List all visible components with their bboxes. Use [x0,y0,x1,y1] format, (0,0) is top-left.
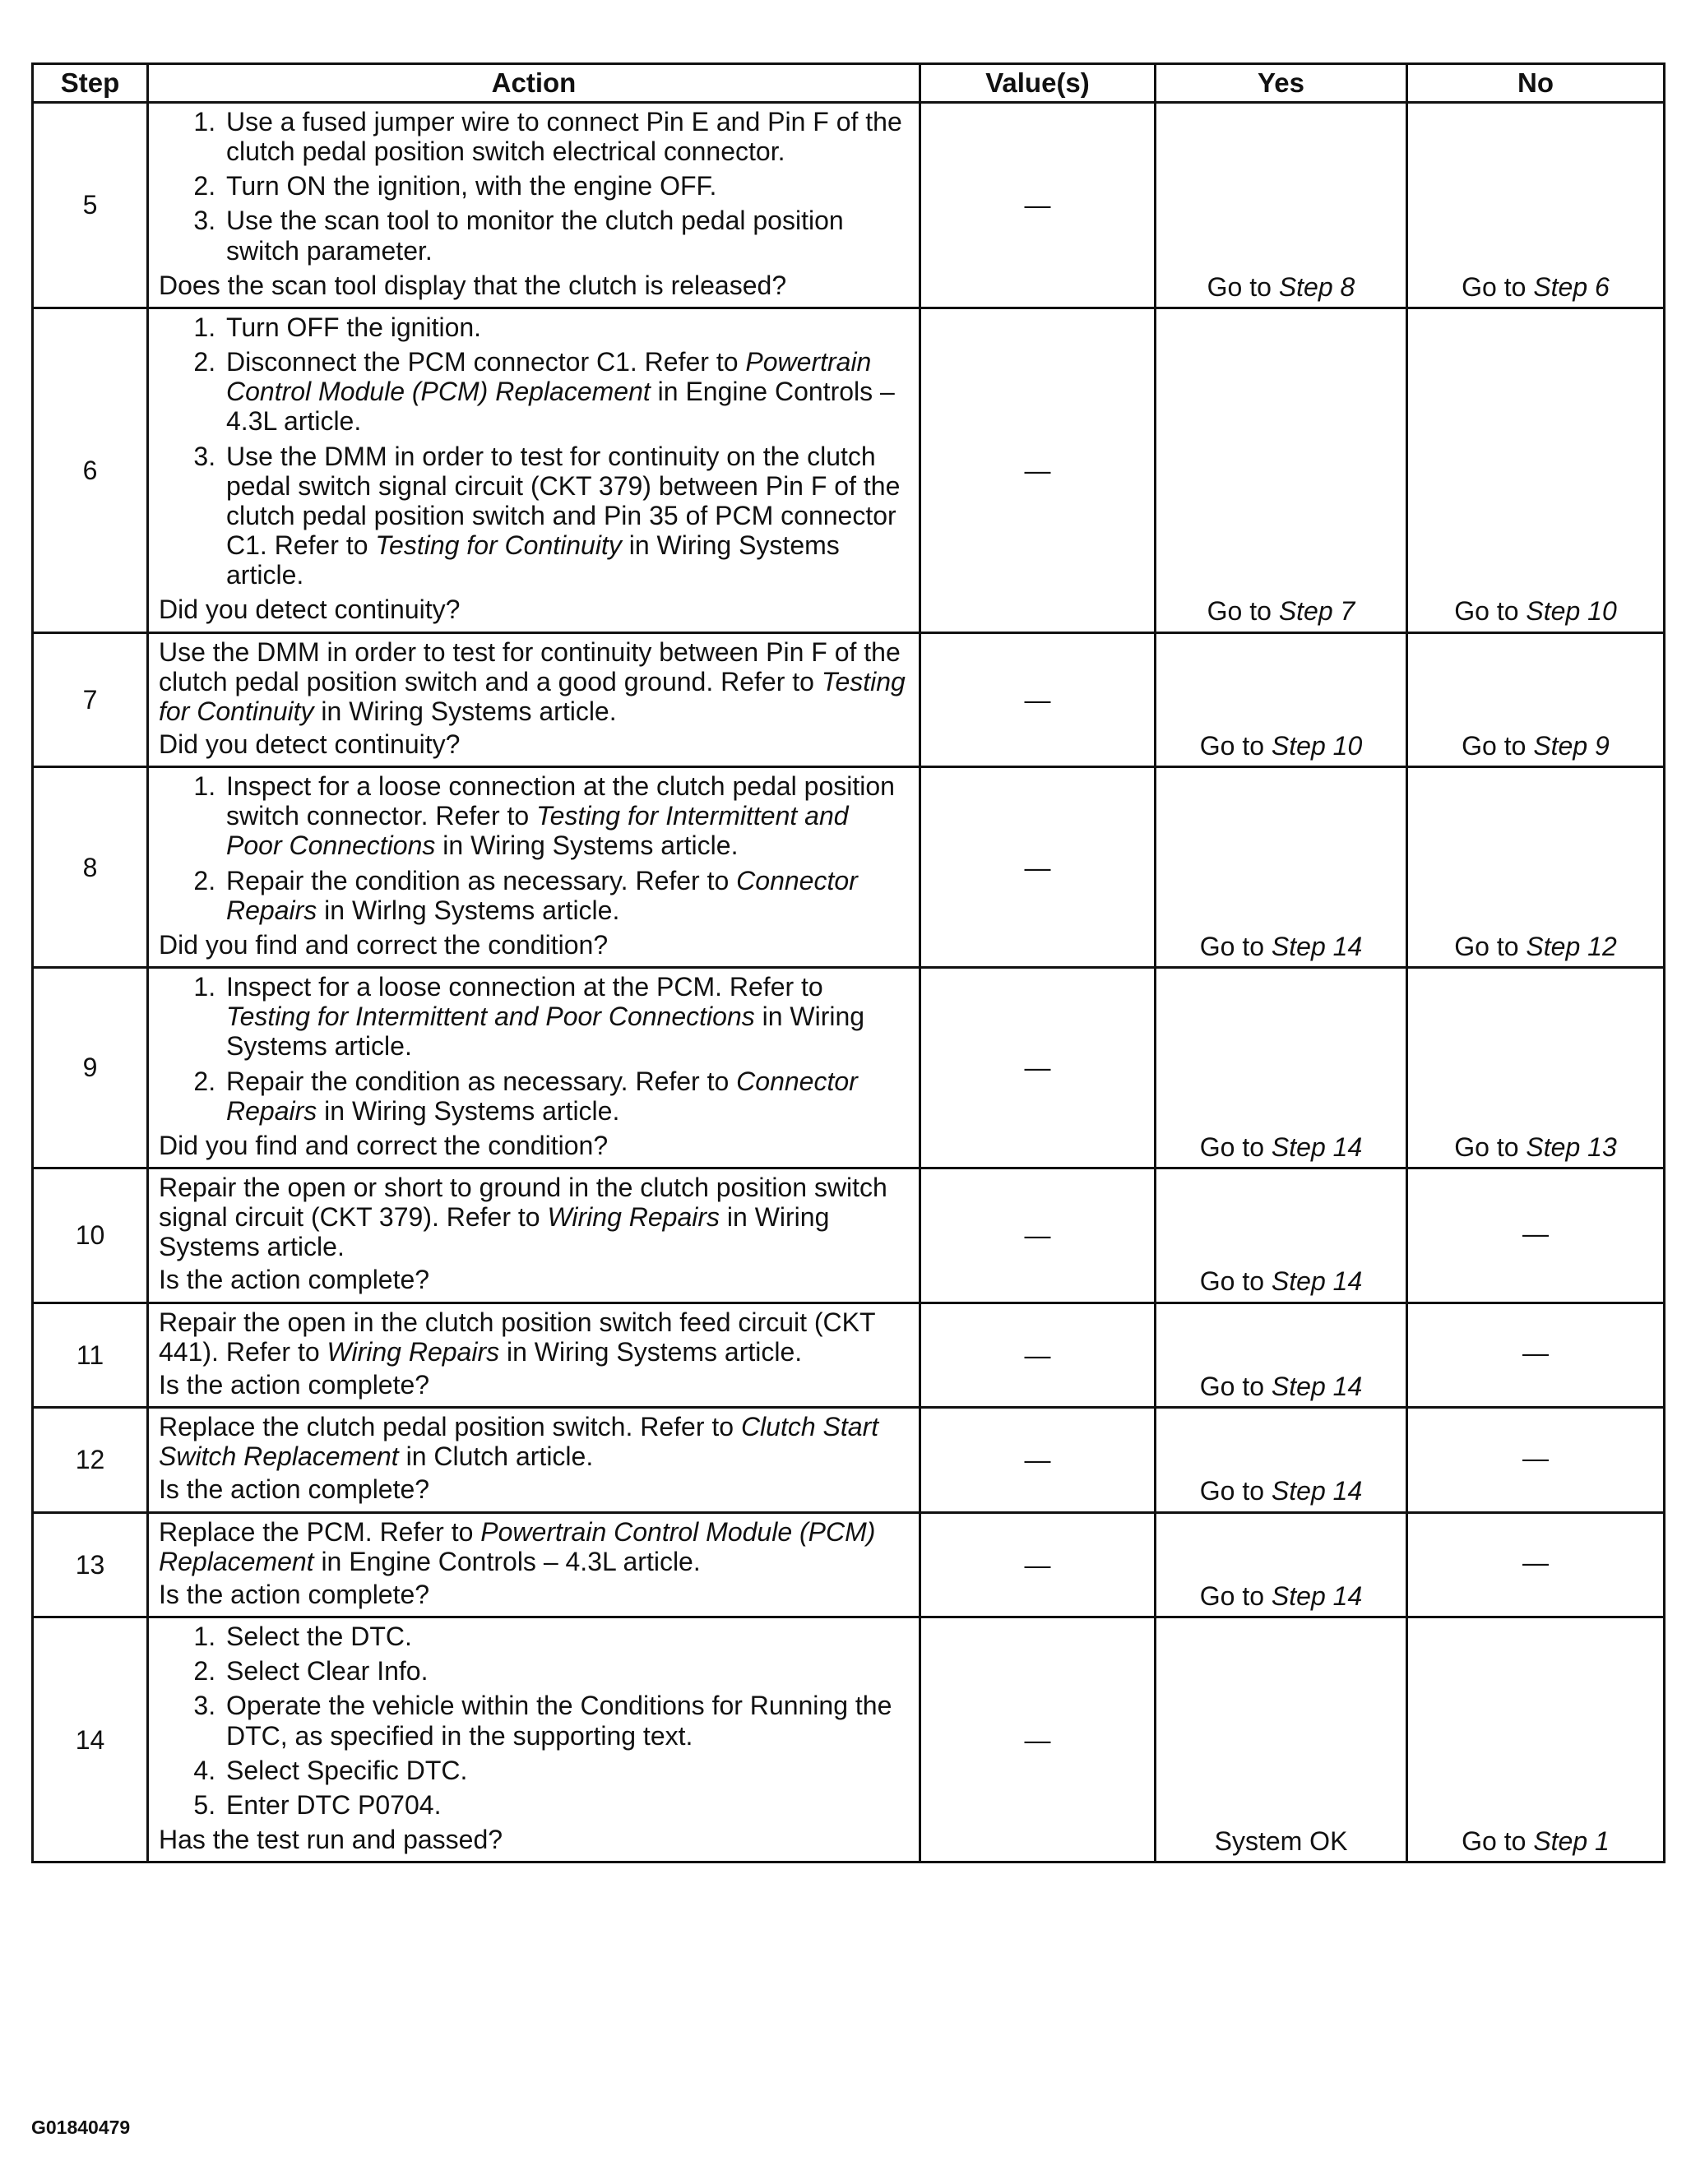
yes-result [1156,308,1407,632]
text-run: Replace the PCM. Refer to [159,1516,481,1547]
ref-link-text: Step 14 [1271,1371,1363,1401]
yes-result [1156,968,1407,1168]
step-number: 11 [33,1303,148,1407]
action-step [223,1691,910,1750]
text-run: in Clutch article. [398,1441,594,1472]
step-number: 14 [33,1617,148,1862]
no-result [1407,632,1665,767]
table-row [33,632,1665,767]
ref-link-text: Step 9 [1533,730,1610,761]
no-result [1407,1617,1665,1862]
ref-link-text: Step 10 [1271,730,1363,761]
ref-link-text: Powertrain Control Module (PCM) Replacement [226,347,872,407]
ref-link-text: Connector Repairs [226,865,858,925]
no-result: — [1407,1303,1665,1407]
action-step [223,107,910,166]
text-run: Go to [1199,1371,1272,1401]
table-body [33,103,1665,1862]
action-cell [148,308,920,632]
ref-link-text: Step 7 [1278,596,1355,627]
value-cell: — [920,1168,1156,1303]
action-question: Is the action complete? [159,1265,430,1295]
yes-result [1156,1512,1407,1617]
text-run: in Wiring Systems article. [313,696,617,726]
action-steps-list [159,312,910,590]
ref-link-text: Step 10 [1526,596,1617,627]
yes-result [1156,1303,1407,1407]
text-run: Use the scan tool to monitor the clutch pedal position switch parameter. [226,206,844,266]
ref-link-text: Clutch Start Switch Replacement [159,1412,879,1472]
text-run: in Engine Controls – 4.3L article. [226,377,895,437]
ref-link-text: Powertrain Control Module (PCM) Replacement [159,1516,876,1576]
action-text [159,637,910,726]
text-run: in Wirlng Systems article. [317,895,620,925]
text-run: Turn ON the ignition, with the engine OFF. [226,171,717,201]
text-run: Operate the vehicle within the Conditions for Running the DTC, as specified in the supporting text. [226,1691,892,1751]
text-run: Go to [1462,271,1534,302]
ref-link-text: Step 14 [1271,1476,1363,1506]
text-run: Turn OFF the ignition. [226,312,482,342]
no-result: — [1407,1512,1665,1617]
ref-link-text: Step 14 [1271,1580,1363,1611]
action-cell [148,1303,920,1407]
value-cell: — [920,103,1156,308]
ref-link-text: Step 14 [1271,1131,1363,1162]
action-step [223,442,910,590]
step-number: 6 [33,308,148,632]
text-run: Repair the open in the clutch position switch feed circuit (CKT 441). Refer to [159,1307,875,1367]
text-run: Repair the condition as necessary. Refer to [226,1066,737,1096]
yes-result [1156,103,1407,308]
table-row [33,103,1665,308]
action-cell [148,1512,920,1617]
diagnostic-table [31,62,1666,1863]
no-result [1407,308,1665,632]
text-run: Go to [1462,730,1534,761]
action-text [159,1173,910,1261]
value-cell: — [920,632,1156,767]
action-step [223,1790,910,1820]
ref-link-text: Step 12 [1526,931,1617,961]
table-row [33,1408,1665,1512]
action-cell [148,632,920,767]
value-cell: — [920,1408,1156,1512]
step-number: 13 [33,1512,148,1617]
text-run: Inspect for a loose connection at the PCM. Refer to [226,972,823,1002]
step-number: 8 [33,767,148,968]
text-run: Go to [1199,730,1272,761]
ref-link-text: Testing for Continuity [159,666,906,726]
action-question: Is the action complete? [159,1579,430,1609]
table-row [33,1303,1665,1407]
text-run: Go to [1462,1825,1534,1856]
text-run: in Wiring Systems article. [226,1002,865,1062]
ref-link-text: Wiring Repairs [547,1202,720,1233]
text-run: Use the DMM in order to test for continuity between Pin F of the clutch pedal position switch and a good ground. Refer to [159,636,901,696]
action-question: Did you find and correct the condition? [159,929,609,960]
text-run: Enter DTC P0704. [226,1789,442,1820]
step-number: 10 [33,1168,148,1303]
action-cell [148,767,920,968]
action-step [223,1656,910,1686]
yes-result [1156,1408,1407,1512]
action-cell [148,1408,920,1512]
ref-link-text: Step 14 [1271,1266,1363,1297]
action-question: Is the action complete? [159,1369,430,1400]
ref-link-text: Step 13 [1526,1131,1617,1162]
text-run: Go to [1199,1476,1272,1506]
header-values: Value(s) [920,64,1156,103]
action-question: Did you detect continuity? [159,729,461,759]
text-run: in Wiring Systems article. [435,831,739,861]
table-row [33,1512,1665,1617]
value-cell: — [920,1512,1156,1617]
value-cell: — [920,1303,1156,1407]
action-cell [148,1168,920,1303]
text-run: Select Clear Info. [226,1656,429,1687]
text-run: Select Specific DTC. [226,1755,468,1785]
text-run: Repair the open or short to ground in the clutch position switch signal circuit (CKT 379). Refer to [159,1173,887,1233]
text-run: Inspect for a loose connection at the clutch pedal position switch connector. Refer to [226,771,895,831]
text-run: Go to [1199,1131,1272,1162]
yes-result [1156,1168,1407,1303]
header-no: No [1407,64,1665,103]
header-yes: Yes [1156,64,1407,103]
text-run: Use the DMM in order to test for continuity on the clutch pedal switch signal circuit (CKT 379) between Pin F of the clutch pedal position switch and Pin 35 of PCM connector C1. Refer to [226,441,901,561]
text-run: Repair the condition as necessary. Refer to [226,865,737,895]
action-question: Is the action complete? [159,1474,430,1505]
text-run: in Wiring Systems article. [499,1336,803,1367]
action-text [159,1517,910,1576]
action-step [223,347,910,436]
no-result: — [1407,1168,1665,1303]
no-result [1407,968,1665,1168]
action-steps-list [159,972,910,1126]
text-run: Select the DTC. [226,1622,412,1652]
text-run: in Wiring Systems article. [317,1095,620,1126]
action-step [223,206,910,265]
figure-id: G01840479 [31,2117,131,2138]
action-steps-list [159,771,910,925]
ref-link-text: Testing for Intermittent and Poor Connections [226,1002,755,1032]
action-question: Has the test run and passed? [159,1824,503,1854]
ref-link-text: Step 1 [1533,1825,1610,1856]
action-text [159,1307,910,1367]
table-row [33,1617,1665,1862]
header-action: Action [148,64,920,103]
action-cell [148,968,920,1168]
text-run: in Wiring Systems article. [226,530,840,590]
yes-result [1156,632,1407,767]
value-cell: — [920,968,1156,1168]
value-cell: — [920,767,1156,968]
step-number: 7 [33,632,148,767]
text-run: Go to [1207,271,1279,302]
action-step [223,972,910,1061]
text-run: in Engine Controls – 4.3L article. [313,1546,701,1576]
header-step: Step [33,64,148,103]
step-number: 12 [33,1408,148,1512]
value-cell: — [920,1617,1156,1862]
text-run: Disconnect the PCM connector C1. Refer to [226,347,746,377]
text-run: Go to [1454,596,1527,627]
ref-link-text: Testing for Continuity [375,530,622,561]
step-number: 9 [33,968,148,1168]
text-run: Go to [1207,596,1279,627]
no-result [1407,767,1665,968]
value-cell: — [920,308,1156,632]
text-run: Go to [1454,1131,1527,1162]
ref-link-text: Step 14 [1271,931,1363,961]
action-cell [148,103,920,308]
yes-result [1156,767,1407,968]
action-steps-list [159,1622,910,1820]
text-run: Replace the clutch pedal position switch. Refer to [159,1412,741,1442]
table-row [33,308,1665,632]
action-cell [148,1617,920,1862]
action-steps-list [159,107,910,266]
text-run: System OK [1214,1825,1348,1856]
text-run: Go to [1199,1580,1272,1611]
step-number: 5 [33,103,148,308]
action-question: Did you detect continuity? [159,595,461,625]
action-text [159,1412,910,1471]
action-step [223,171,910,201]
action-step [223,1756,910,1785]
action-step [223,1067,910,1126]
ref-link-text: Step 8 [1278,271,1355,302]
action-step [223,771,910,860]
ref-link-text: Testing for Intermittent and Poor Connections [226,801,849,861]
ref-link-text: Wiring Repairs [327,1336,500,1367]
yes-result [1156,1617,1407,1862]
table-row [33,1168,1665,1303]
header-row [33,64,1665,103]
ref-link-text: Connector Repairs [226,1066,858,1126]
text-run: Go to [1199,1266,1272,1297]
text-run: Go to [1454,931,1527,961]
table-row [33,968,1665,1168]
action-question: Does the scan tool display that the clutch is released? [159,270,787,300]
ref-link-text: Step 6 [1533,271,1610,302]
text-run: Use a fused jumper wire to connect Pin E and Pin F of the clutch pedal position switch electrical connector. [226,107,902,167]
table-row [33,767,1665,968]
no-result: — [1407,1408,1665,1512]
text-run: in Wiring Systems article. [159,1202,830,1262]
action-step [223,1622,910,1651]
action-step [223,312,910,342]
action-question: Did you find and correct the condition? [159,1130,609,1160]
action-step [223,866,910,925]
text-run: Go to [1199,931,1272,961]
no-result [1407,103,1665,308]
